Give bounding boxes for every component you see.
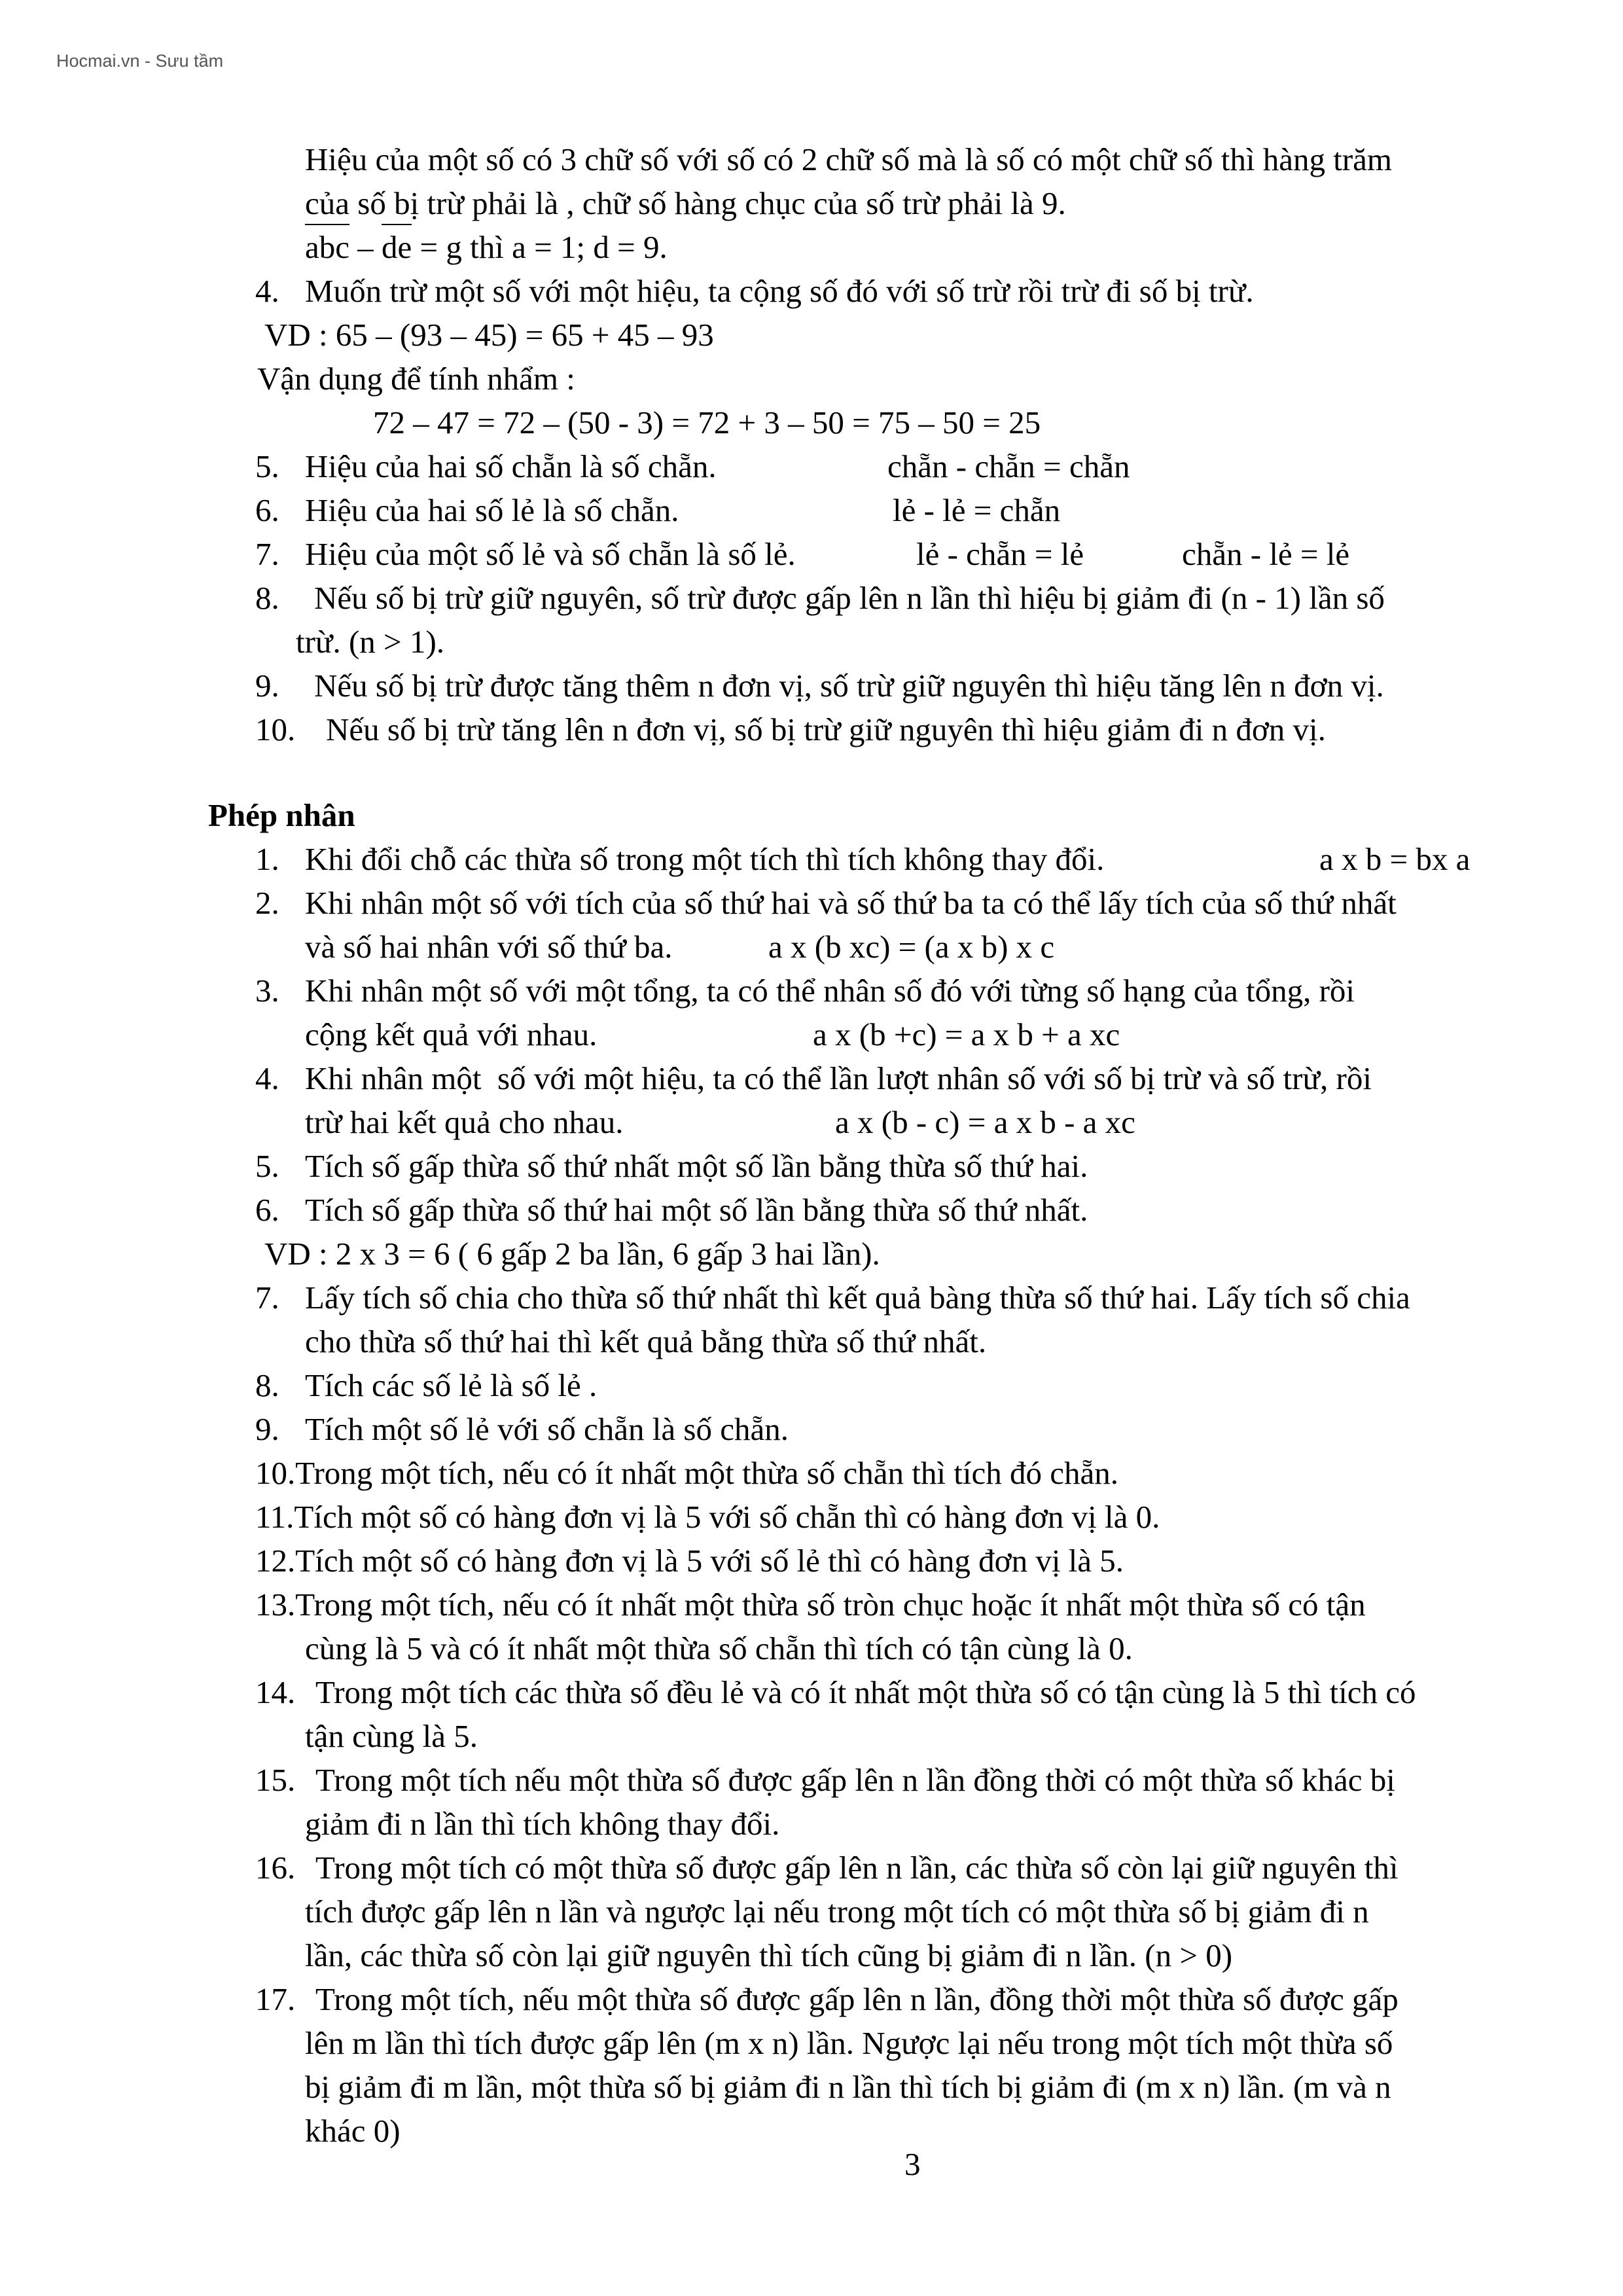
list-item-continuation: tích được gấp lên n lần và ngược lại nếu trong một tích có một thừa số bị giảm đi n — [305, 1893, 1369, 1929]
list-item-continuation: khác 0) — [305, 2113, 401, 2149]
list-item: 14. Trong một tích các thừa số đều lẻ và có ít nhất một thừa số có tận cùng là 5 thì tích có — [255, 1674, 1416, 1710]
list-item-continuation: trừ hai kết quả cho nhau. a x (b - c) = a x b - a xc — [305, 1104, 1135, 1140]
apply-line: Vận dụng để tính nhẩm : — [257, 361, 575, 397]
list-item: 4. Khi nhân một số với một hiệu, ta có thể lần lượt nhân số với số bị trừ và số trừ, rồi — [255, 1060, 1372, 1096]
list-item: 7. Lấy tích số chia cho thừa số thứ nhất thì kết quả bàng thừa số thứ hai. Lấy tích số chia — [255, 1280, 1410, 1316]
list-item: 13.Trong một tích, nếu có ít nhất một thừa số tròn chục hoặc ít nhất một thừa số có tận — [255, 1587, 1366, 1623]
list-item: 9. Tích một số lẻ với số chẵn là số chẵn. — [255, 1411, 789, 1447]
list-item-continuation: cộng kết quả với nhau. a x (b +c) = a x b + a xc — [305, 1016, 1120, 1052]
list-item-continuation: cho thừa số thứ hai thì kết quả bằng thừa số thứ nhất. — [305, 1323, 987, 1359]
intro-line-3: abc – de = g thì a = 1; d = 9. — [305, 229, 668, 265]
list-item: 7. Hiệu của một số lẻ và số chẵn là số lẻ. lẻ - chẵn = lẻ chẵn - lẻ = lẻ — [255, 536, 1350, 572]
list-item-continuation: bị giảm đi m lần, một thừa số bị giảm đi n lần thì tích bị giảm đi (m x n) lần. (m và n — [305, 2069, 1391, 2105]
section-heading: Phép nhân — [208, 797, 355, 833]
list-item: 15. Trong một tích nếu một thừa số được gấp lên n lần đồng thời có một thừa số khác bị — [255, 1762, 1395, 1798]
list-item: 1. Khi đổi chỗ các thừa số trong một tích thì tích không thay đổi. a x b = bx a — [255, 841, 1471, 877]
document-body — [0, 137, 1623, 2153]
list-item: 10. Nếu số bị trừ tăng lên n đơn vị, số bị trừ giữ nguyên thì hiệu giảm đi n đơn vị. — [255, 711, 1326, 747]
list-item-continuation: và số hai nhân với số thứ ba. a x (b xc) = (a x b) x c — [305, 929, 1055, 965]
example-line: VD : 65 – (93 – 45) = 65 + 45 – 93 — [264, 317, 714, 353]
list-item: 5. Hiệu của hai số chẵn là số chẵn. chẵn - chẵn = chẵn — [255, 448, 1130, 484]
example-line: VD : 2 x 3 = 6 ( 6 gấp 2 ba lần, 6 gấp 3 hai lần). — [264, 1236, 880, 1272]
page-number: 3 — [904, 2146, 921, 2182]
list-item: 17. Trong một tích, nếu một thừa số được gấp lên n lần, đồng thời một thừa số được gấp — [255, 1981, 1399, 2017]
list-item-continuation: lên m lần thì tích được gấp lên (m x n) lần. Ngược lại nếu trong một tích một thừa số — [305, 2025, 1393, 2061]
calc-line: 72 – 47 = 72 – (50 - 3) = 72 + 3 – 50 = 75 – 50 = 25 — [373, 404, 1041, 440]
list-item: 8. Nếu số bị trừ giữ nguyên, số trừ được gấp lên n lần thì hiệu bị giảm đi (n - 1) lần số — [255, 580, 1385, 616]
list-item-continuation: lần, các thừa số còn lại giữ nguyên thì tích cũng bị giảm đi n lần. (n > 0) — [305, 1937, 1233, 1973]
intro-line-2: của số bị trừ phải là , chữ số hàng chục của số trừ phải là 9. — [305, 185, 1066, 221]
overline-de: de — [382, 229, 412, 265]
list-item: 4. Muốn trừ một số với một hiệu, ta cộng số đó với số trừ rồi trừ đi số bị trừ. — [255, 273, 1254, 309]
list-item: 11.Tích một số có hàng đơn vị là 5 với số chẵn thì có hàng đơn vị là 0. — [255, 1499, 1160, 1535]
list-item: 5. Tích số gấp thừa số thứ nhất một số lần bằng thừa số thứ hai. — [255, 1148, 1088, 1184]
source-watermark: Hocmai.vn - Sưu tầm — [56, 51, 224, 71]
list-item: 16. Trong một tích có một thừa số được gấp lên n lần, các thừa số còn lại giữ nguyên thì — [255, 1850, 1399, 1886]
list-item-continuation: tận cùng là 5. — [305, 1718, 478, 1754]
list-item: 9. Nếu số bị trừ được tăng thêm n đơn vị, số trừ giữ nguyên thì hiệu tăng lên n đơn vị. — [255, 668, 1384, 704]
list-item-continuation: trừ. (n > 1). — [296, 624, 445, 660]
list-item: 10.Trong một tích, nếu có ít nhất một thừa số chẵn thì tích đó chẵn. — [255, 1455, 1118, 1491]
list-item: 6. Tích số gấp thừa số thứ hai một số lần bằng thừa số thứ nhất. — [255, 1192, 1088, 1228]
list-item-continuation: giảm đi n lần thì tích không thay đổi. — [305, 1806, 780, 1842]
list-item: 6. Hiệu của hai số lẻ là số chẵn. lẻ - lẻ = chẵn — [255, 492, 1061, 528]
list-item: 2. Khi nhân một số với tích của số thứ hai và số thứ ba ta có thể lấy tích của số thứ nhất — [255, 885, 1397, 921]
list-item-continuation: cùng là 5 và có ít nhất một thừa số chẵn thì tích có tận cùng là 0. — [305, 1630, 1133, 1666]
overline-abc: abc — [305, 229, 349, 265]
intro-line-1: Hiệu của một số có 3 chữ số với số có 2 chữ số mà là số có một chữ số thì hàng trăm — [305, 141, 1393, 177]
list-item: 12.Tích một số có hàng đơn vị là 5 với số lẻ thì có hàng đơn vị là 5. — [255, 1543, 1124, 1579]
list-item: 3. Khi nhân một số với một tổng, ta có thể nhân số đó với từng số hạng của tổng, rồi — [255, 973, 1355, 1009]
list-item: 8. Tích các số lẻ là số lẻ . — [255, 1367, 597, 1403]
